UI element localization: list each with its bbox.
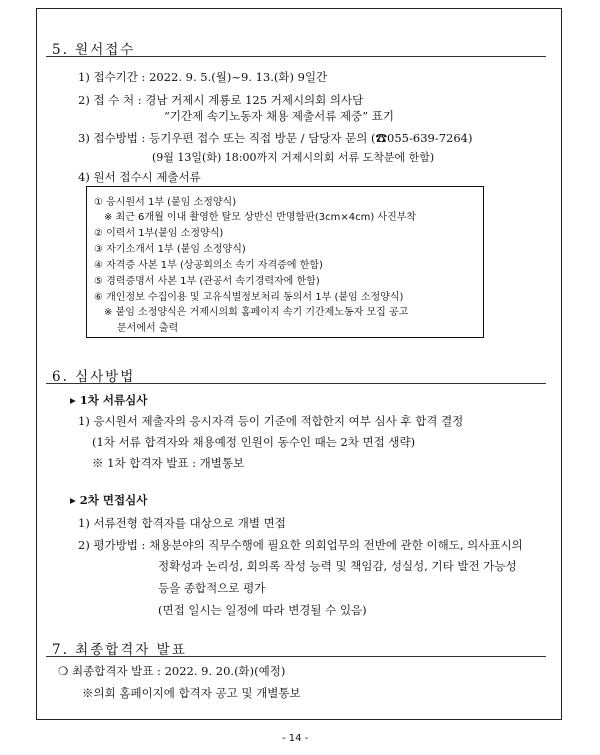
s5-item-method-note: (9월 13일(화) 18:00까지 거제시의회 서류 도착분에 한함) [152,151,435,164]
stage2-line-3: 정확성과 논리성, 회의록 작성 능력 및 책임감, 성실성, 기타 발전 가능성 [158,559,517,573]
doc-note: ※ 붙임 소정양식은 거제시의회 홈페이지 속기 기간제노동자 모집 공고 [104,307,409,318]
doc-item-3: ③ 자기소개서 1부 (붙임 소정양식) [94,244,246,255]
final-result-note: ※의회 홈페이지에 합격자 공고 및 개별통보 [82,686,301,700]
section-6-rule [46,383,546,384]
stage2-line-5: (면접 일시는 일정에 따라 변경될 수 있음) [158,603,367,617]
section-5-rule [46,56,546,57]
s5-item-period: 1) 접수기간 : 2022. 9. 5.(월)~9. 13.(화) 9일간 [78,70,328,84]
final-result-line: ❍ 최종합격자 발표 : 2022. 9. 20.(화)(예정) [58,664,286,678]
doc-note-cont: 문서에서 출력 [117,323,179,334]
doc-item-6: ⑥ 개인정보 수집이용 및 고유식별정보처리 동의서 1부 (붙임 소정양식) [94,292,404,303]
section-6-title: 6. 심사방법 [52,369,136,385]
stage2-line-2: 2) 평가방법 : 채용분야의 직무수행에 필요한 의회업무의 전반에 관한 이해도, 의사표시의 [78,538,523,552]
doc-item-2: ② 이력서 1부(붙임 소정양식) [94,228,224,239]
section-7-title: 7. 최종합격자 발표 [52,642,187,658]
s5-item-place-note: “기간제 속기노동자 채용 제출서류 제중” 표기 [164,109,394,123]
doc-item-4: ④ 자격증 사본 1부 (상공회의소 속기 자격증에 한함) [94,260,323,271]
stage2-heading: ▸ 2차 면접심사 [70,493,148,507]
page-number: - 14 - [282,733,309,744]
stage2-line-1: 1) 서류전형 합격자를 대상으로 개별 면접 [78,516,286,530]
s5-item-docs: 4) 원서 접수시 제출서류 [78,170,201,184]
doc-item-5: ⑤ 경력증명서 사본 1부 (관공서 속기경력자에 한함) [94,276,320,287]
s5-item-method: 3) 접수방법 : 등기우편 접수 또는 직접 방문 / 담당자 문의 (☎055-639-7264) [78,131,473,145]
section-7-rule [46,656,546,657]
stage1-line-1: 1) 응시원서 제출자의 응시자격 등이 기준에 적합한지 여부 심사 후 합격 결정 [78,414,464,428]
stage2-line-4: 등을 종합적으로 평가 [158,581,266,595]
doc-item-1-note: ※ 최근 6개월 이내 촬영한 탈모 상반신 반명함판(3cm×4cm) 사진부착 [104,212,417,223]
doc-item-1: ① 응시원서 1부 (붙임 소정양식) [94,197,237,208]
section-5-title: 5. 원서접수 [52,42,136,58]
stage1-line-2: (1차 서류 합격자와 채용예정 인원이 동수인 때는 2차 면접 생략) [92,435,416,449]
stage1-heading: ▸ 1차 서류심사 [70,393,148,407]
s5-item-place: 2) 접 수 처 : 경남 거제시 계룡로 125 거제시의회 의사담 [78,93,364,107]
stage1-line-3: ※ 1차 합격자 발표 : 개별통보 [92,456,245,470]
